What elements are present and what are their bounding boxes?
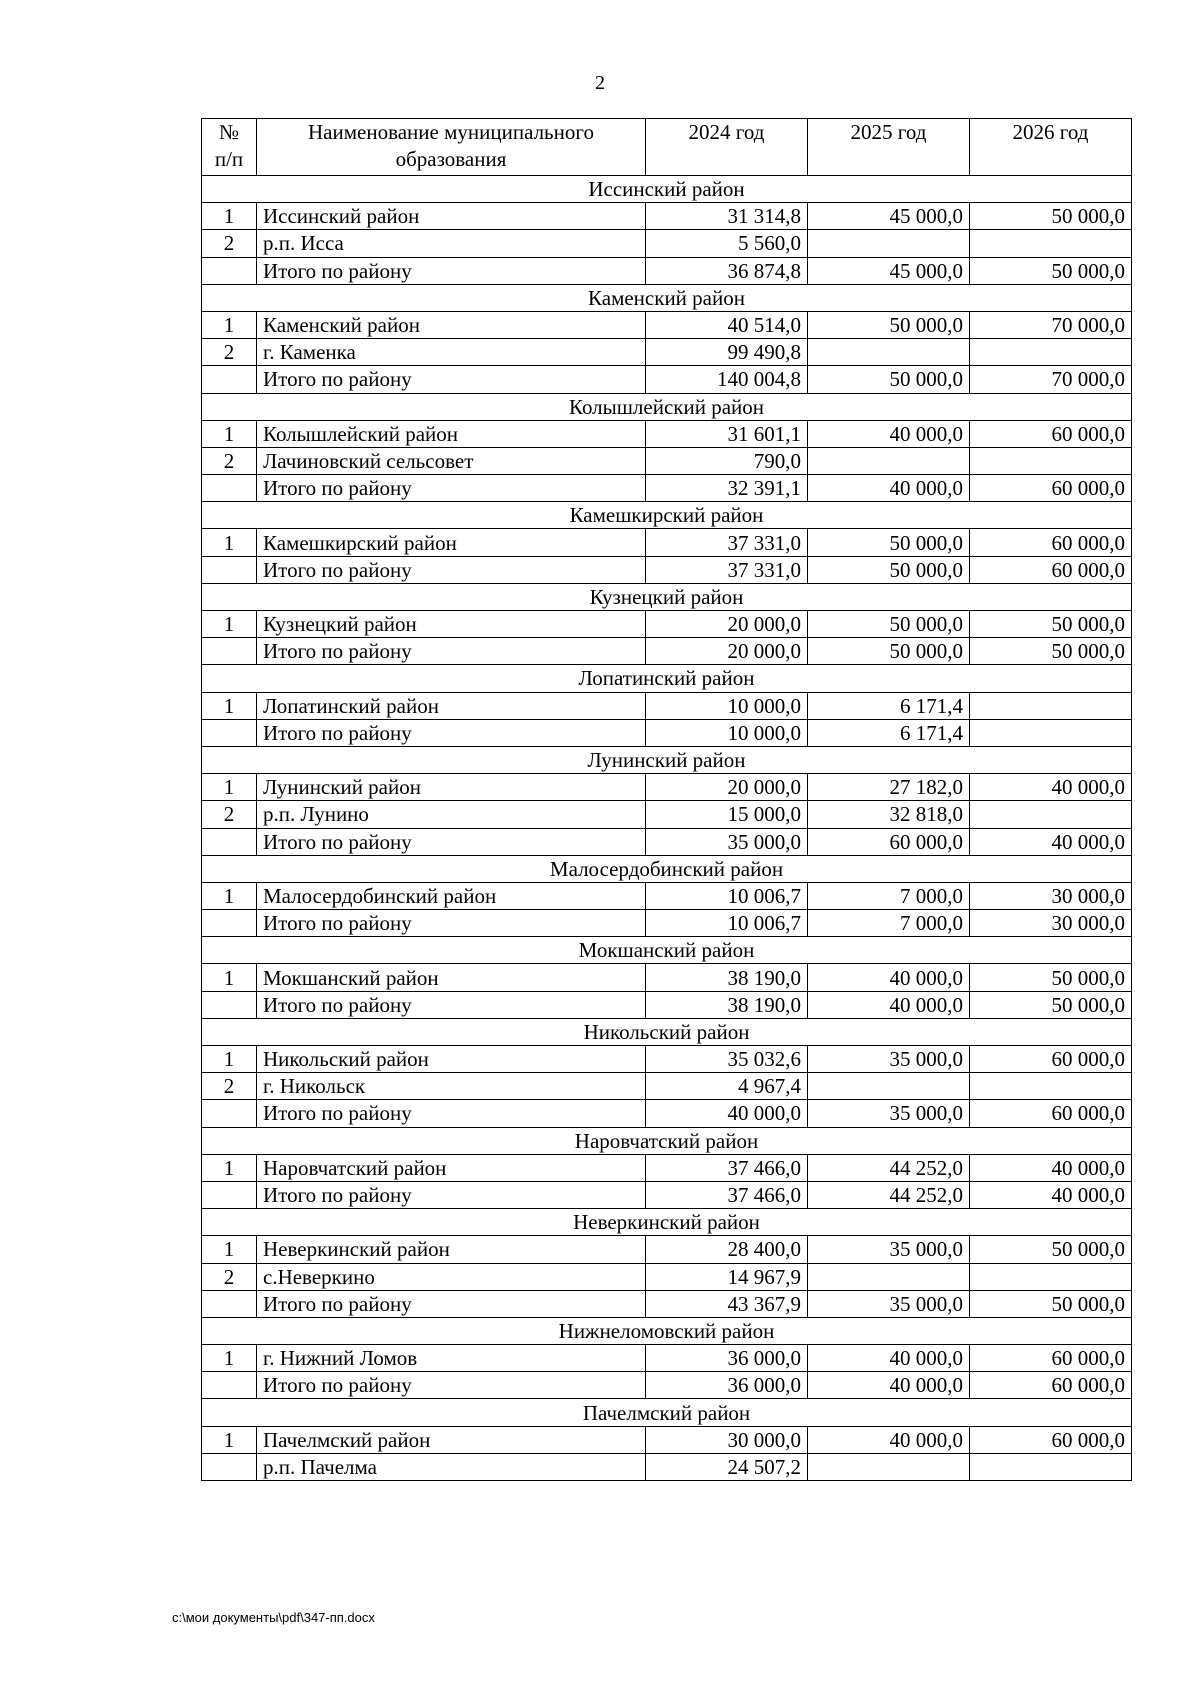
page-number: 2 xyxy=(595,72,605,94)
table-row xyxy=(202,203,1132,230)
table-row xyxy=(202,774,1132,801)
district-section-title: Нижнеломовский район xyxy=(202,1317,1132,1344)
value-2025: 50 000,0 xyxy=(808,366,970,393)
municipality-name: Итого по району xyxy=(257,475,646,502)
value-2026: 60 000,0 xyxy=(970,556,1132,583)
row-number xyxy=(202,1453,257,1480)
municipality-name: Итого по району xyxy=(257,366,646,393)
value-2025: 45 000,0 xyxy=(808,203,970,230)
value-2025 xyxy=(808,447,970,474)
district-section-title: Иссинский район xyxy=(202,176,1132,203)
municipality-name: Никольский район xyxy=(257,1046,646,1073)
table-row xyxy=(202,339,1132,366)
table-row xyxy=(202,230,1132,257)
value-2025: 6 171,4 xyxy=(808,719,970,746)
value-2026: 40 000,0 xyxy=(970,1154,1132,1181)
district-section-title: Колышлейский район xyxy=(202,393,1132,420)
value-2025: 7 000,0 xyxy=(808,882,970,909)
value-2026: 60 000,0 xyxy=(970,1345,1132,1372)
table-row xyxy=(202,801,1132,828)
municipality-name: Иссинский район xyxy=(257,203,646,230)
value-2025: 40 000,0 xyxy=(808,1372,970,1399)
table-row xyxy=(202,1046,1132,1073)
municipality-name: Итого по району xyxy=(257,991,646,1018)
value-2024: 37 331,0 xyxy=(646,556,808,583)
value-2024: 36 000,0 xyxy=(646,1345,808,1372)
value-2026: 40 000,0 xyxy=(970,774,1132,801)
table-row xyxy=(202,475,1132,502)
row-number: 1 xyxy=(202,311,257,338)
table-row xyxy=(202,1236,1132,1263)
district-section-title: Камешкирский район xyxy=(202,502,1132,529)
value-2024: 37 466,0 xyxy=(646,1181,808,1208)
table-row xyxy=(202,366,1132,393)
municipality-name: Итого по району xyxy=(257,828,646,855)
municipality-name: Каменский район xyxy=(257,311,646,338)
district-section-title: Лунинский район xyxy=(202,746,1132,773)
table-row xyxy=(202,882,1132,909)
municipality-name: Итого по району xyxy=(257,638,646,665)
row-number xyxy=(202,556,257,583)
table-row xyxy=(202,692,1132,719)
municipality-name: Итого по району xyxy=(257,556,646,583)
municipality-name: г. Никольск xyxy=(257,1073,646,1100)
value-2024: 140 004,8 xyxy=(646,366,808,393)
row-number xyxy=(202,257,257,284)
value-2026: 50 000,0 xyxy=(970,1236,1132,1263)
value-2025 xyxy=(808,1453,970,1480)
value-2026: 60 000,0 xyxy=(970,475,1132,502)
row-number: 2 xyxy=(202,339,257,366)
value-2024: 38 190,0 xyxy=(646,991,808,1018)
municipality-name: р.п. Лунино xyxy=(257,801,646,828)
district-section-row xyxy=(202,1317,1132,1344)
district-section-title: Никольский район xyxy=(202,1018,1132,1045)
value-2026: 30 000,0 xyxy=(970,882,1132,909)
value-2026: 50 000,0 xyxy=(970,257,1132,284)
value-2024: 37 331,0 xyxy=(646,529,808,556)
table-row xyxy=(202,1263,1132,1290)
value-2024: 38 190,0 xyxy=(646,964,808,991)
row-number: 2 xyxy=(202,1073,257,1100)
value-2026: 60 000,0 xyxy=(970,420,1132,447)
value-2025: 40 000,0 xyxy=(808,1345,970,1372)
value-2025: 50 000,0 xyxy=(808,529,970,556)
row-number: 1 xyxy=(202,203,257,230)
value-2025: 50 000,0 xyxy=(808,611,970,638)
value-2025: 35 000,0 xyxy=(808,1290,970,1317)
value-2024: 31 601,1 xyxy=(646,420,808,447)
row-number xyxy=(202,638,257,665)
municipality-name: Пачелмский район xyxy=(257,1426,646,1453)
header-name: Наименование муниципального образования xyxy=(257,119,646,176)
value-2026: 40 000,0 xyxy=(970,1181,1132,1208)
municipality-name: Неверкинский район xyxy=(257,1236,646,1263)
value-2026: 50 000,0 xyxy=(970,964,1132,991)
row-number: 1 xyxy=(202,964,257,991)
value-2024: 14 967,9 xyxy=(646,1263,808,1290)
municipality-name: Итого по району xyxy=(257,257,646,284)
value-2026: 50 000,0 xyxy=(970,611,1132,638)
table-row xyxy=(202,420,1132,447)
table-row xyxy=(202,1073,1132,1100)
district-section-title: Малосердобинский район xyxy=(202,855,1132,882)
table-row xyxy=(202,991,1132,1018)
row-number xyxy=(202,1372,257,1399)
value-2025: 44 252,0 xyxy=(808,1154,970,1181)
header-2024: 2024 год xyxy=(646,119,808,176)
table-row xyxy=(202,311,1132,338)
row-number: 2 xyxy=(202,801,257,828)
table-row xyxy=(202,638,1132,665)
value-2024: 20 000,0 xyxy=(646,774,808,801)
value-2024: 31 314,8 xyxy=(646,203,808,230)
value-2026: 60 000,0 xyxy=(970,1372,1132,1399)
district-section-title: Лопатинский район xyxy=(202,665,1132,692)
table-row xyxy=(202,529,1132,556)
table-row xyxy=(202,1426,1132,1453)
municipality-name: Мокшанский район xyxy=(257,964,646,991)
value-2025: 50 000,0 xyxy=(808,311,970,338)
table-row xyxy=(202,910,1132,937)
municipality-name: Колышлейский район xyxy=(257,420,646,447)
value-2026: 60 000,0 xyxy=(970,1046,1132,1073)
value-2024: 40 000,0 xyxy=(646,1100,808,1127)
value-2026 xyxy=(970,447,1132,474)
value-2025: 7 000,0 xyxy=(808,910,970,937)
value-2024: 43 367,9 xyxy=(646,1290,808,1317)
value-2025: 45 000,0 xyxy=(808,257,970,284)
row-number: 1 xyxy=(202,1236,257,1263)
table-row xyxy=(202,257,1132,284)
row-number: 1 xyxy=(202,1426,257,1453)
value-2026 xyxy=(970,1073,1132,1100)
table-row xyxy=(202,611,1132,638)
value-2026 xyxy=(970,339,1132,366)
value-2026: 60 000,0 xyxy=(970,529,1132,556)
district-section-row xyxy=(202,1127,1132,1154)
table-row xyxy=(202,1372,1132,1399)
row-number xyxy=(202,1100,257,1127)
value-2024: 10 000,0 xyxy=(646,692,808,719)
row-number: 1 xyxy=(202,1345,257,1372)
row-number xyxy=(202,991,257,1018)
document-file-path: c:\мои документы\pdf\347-пп.docx xyxy=(172,1610,375,1625)
district-section-row xyxy=(202,393,1132,420)
district-section-row xyxy=(202,855,1132,882)
value-2026 xyxy=(970,692,1132,719)
table-row xyxy=(202,1345,1132,1372)
district-section-title: Пачелмский район xyxy=(202,1399,1132,1426)
table-row xyxy=(202,719,1132,746)
value-2024: 36 000,0 xyxy=(646,1372,808,1399)
municipality-name: Итого по району xyxy=(257,910,646,937)
row-number: 1 xyxy=(202,420,257,447)
district-section-row xyxy=(202,665,1132,692)
row-number: 1 xyxy=(202,774,257,801)
row-number: 2 xyxy=(202,447,257,474)
value-2026: 60 000,0 xyxy=(970,1100,1132,1127)
table-row xyxy=(202,1290,1132,1317)
value-2025: 44 252,0 xyxy=(808,1181,970,1208)
value-2024: 35 032,6 xyxy=(646,1046,808,1073)
value-2026: 30 000,0 xyxy=(970,910,1132,937)
district-section-row xyxy=(202,1399,1132,1426)
municipality-name: р.п. Исса xyxy=(257,230,646,257)
value-2024: 20 000,0 xyxy=(646,638,808,665)
value-2025: 35 000,0 xyxy=(808,1046,970,1073)
table-row xyxy=(202,1181,1132,1208)
municipality-name: Итого по району xyxy=(257,719,646,746)
value-2024: 24 507,2 xyxy=(646,1453,808,1480)
municipality-name: Малосердобинский район xyxy=(257,882,646,909)
value-2025: 32 818,0 xyxy=(808,801,970,828)
table-header-row xyxy=(202,119,1132,176)
value-2024: 10 006,7 xyxy=(646,910,808,937)
header-no: № п/п xyxy=(202,119,257,176)
municipality-name: Кузнецкий район xyxy=(257,611,646,638)
value-2024: 15 000,0 xyxy=(646,801,808,828)
district-section-row xyxy=(202,284,1132,311)
value-2025: 60 000,0 xyxy=(808,828,970,855)
municipality-name: Лунинский район xyxy=(257,774,646,801)
value-2024: 790,0 xyxy=(646,447,808,474)
value-2025: 40 000,0 xyxy=(808,475,970,502)
value-2026: 70 000,0 xyxy=(970,311,1132,338)
row-number xyxy=(202,475,257,502)
district-section-row xyxy=(202,1209,1132,1236)
value-2024: 28 400,0 xyxy=(646,1236,808,1263)
value-2026: 60 000,0 xyxy=(970,1426,1132,1453)
district-section-title: Каменский район xyxy=(202,284,1132,311)
value-2024: 35 000,0 xyxy=(646,828,808,855)
district-section-title: Наровчатский район xyxy=(202,1127,1132,1154)
municipality-name: Лопатинский район xyxy=(257,692,646,719)
value-2024: 32 391,1 xyxy=(646,475,808,502)
district-section-title: Кузнецкий район xyxy=(202,583,1132,610)
value-2026: 40 000,0 xyxy=(970,828,1132,855)
value-2026: 70 000,0 xyxy=(970,366,1132,393)
row-number xyxy=(202,910,257,937)
row-number xyxy=(202,366,257,393)
value-2024: 10 000,0 xyxy=(646,719,808,746)
value-2025 xyxy=(808,339,970,366)
row-number: 1 xyxy=(202,692,257,719)
value-2026: 50 000,0 xyxy=(970,638,1132,665)
value-2025: 50 000,0 xyxy=(808,556,970,583)
row-number xyxy=(202,719,257,746)
municipality-name: Наровчатский район xyxy=(257,1154,646,1181)
row-number: 1 xyxy=(202,611,257,638)
table-row xyxy=(202,447,1132,474)
municipality-name: Итого по району xyxy=(257,1372,646,1399)
value-2025 xyxy=(808,1263,970,1290)
value-2025: 40 000,0 xyxy=(808,420,970,447)
value-2024: 5 560,0 xyxy=(646,230,808,257)
value-2026 xyxy=(970,801,1132,828)
row-number: 1 xyxy=(202,882,257,909)
municipality-name: Камешкирский район xyxy=(257,529,646,556)
municipality-name: г. Нижний Ломов xyxy=(257,1345,646,1372)
budget-table xyxy=(201,118,1132,1481)
value-2024: 10 006,7 xyxy=(646,882,808,909)
value-2024: 30 000,0 xyxy=(646,1426,808,1453)
value-2025: 40 000,0 xyxy=(808,991,970,1018)
row-number xyxy=(202,828,257,855)
row-number: 1 xyxy=(202,1046,257,1073)
value-2025 xyxy=(808,1073,970,1100)
table-row xyxy=(202,828,1132,855)
value-2026: 50 000,0 xyxy=(970,203,1132,230)
value-2025: 40 000,0 xyxy=(808,964,970,991)
row-number: 1 xyxy=(202,1154,257,1181)
municipality-name: р.п. Пачелма xyxy=(257,1453,646,1480)
value-2025: 27 182,0 xyxy=(808,774,970,801)
value-2024: 36 874,8 xyxy=(646,257,808,284)
value-2025: 35 000,0 xyxy=(808,1236,970,1263)
value-2024: 40 514,0 xyxy=(646,311,808,338)
table-row xyxy=(202,1154,1132,1181)
value-2026: 50 000,0 xyxy=(970,1290,1132,1317)
value-2025: 40 000,0 xyxy=(808,1426,970,1453)
district-section-row xyxy=(202,583,1132,610)
municipality-name: Лачиновский сельсовет xyxy=(257,447,646,474)
district-section-row xyxy=(202,746,1132,773)
district-section-row xyxy=(202,176,1132,203)
value-2025: 50 000,0 xyxy=(808,638,970,665)
row-number xyxy=(202,1290,257,1317)
value-2026 xyxy=(970,1263,1132,1290)
municipality-name: с.Неверкино xyxy=(257,1263,646,1290)
value-2025: 35 000,0 xyxy=(808,1100,970,1127)
value-2024: 4 967,4 xyxy=(646,1073,808,1100)
value-2024: 37 466,0 xyxy=(646,1154,808,1181)
table-row xyxy=(202,1100,1132,1127)
value-2025 xyxy=(808,230,970,257)
header-2026: 2026 год xyxy=(970,119,1132,176)
value-2026 xyxy=(970,230,1132,257)
municipality-name: г. Каменка xyxy=(257,339,646,366)
district-section-title: Неверкинский район xyxy=(202,1209,1132,1236)
value-2025: 6 171,4 xyxy=(808,692,970,719)
value-2024: 20 000,0 xyxy=(646,611,808,638)
row-number: 2 xyxy=(202,230,257,257)
table-body xyxy=(202,176,1132,1481)
district-section-title: Мокшанский район xyxy=(202,937,1132,964)
district-section-row xyxy=(202,937,1132,964)
table-row xyxy=(202,964,1132,991)
value-2026: 50 000,0 xyxy=(970,991,1132,1018)
district-section-row xyxy=(202,1018,1132,1045)
municipality-name: Итого по району xyxy=(257,1290,646,1317)
district-section-row xyxy=(202,502,1132,529)
row-number: 2 xyxy=(202,1263,257,1290)
municipality-name: Итого по району xyxy=(257,1181,646,1208)
header-2025: 2025 год xyxy=(808,119,970,176)
row-number xyxy=(202,1181,257,1208)
municipality-name: Итого по району xyxy=(257,1100,646,1127)
table-row xyxy=(202,556,1132,583)
value-2026 xyxy=(970,1453,1132,1480)
row-number: 1 xyxy=(202,529,257,556)
value-2024: 99 490,8 xyxy=(646,339,808,366)
value-2026 xyxy=(970,719,1132,746)
table-row xyxy=(202,1453,1132,1480)
